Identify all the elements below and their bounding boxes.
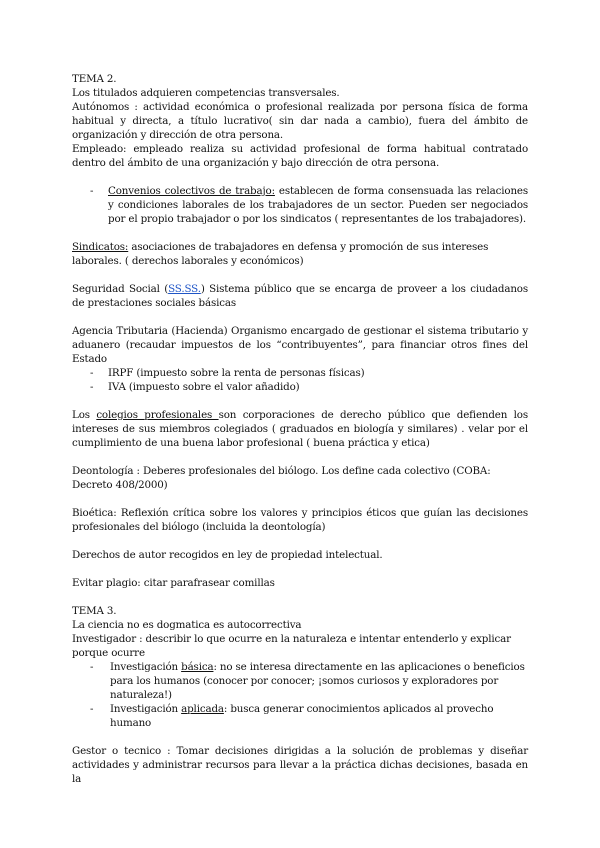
investigador-paragraph: Investigador : describir lo que ocurre en la naturaleza e intentar entenderlo y explicar porque ocurre [72, 633, 511, 659]
bullet-dash: - [90, 367, 94, 379]
seguridad-pre: Seguridad Social ( [72, 283, 169, 295]
bullet-dash: - [90, 381, 94, 393]
colegios-term: colegios profesionales [96, 409, 219, 421]
investigacion-list [72, 660, 528, 730]
document-page [72, 72, 528, 786]
ciencia-paragraph: La ciencia no es dogmatica es autocorrectiva [72, 619, 302, 631]
bullet-dash: - [90, 185, 94, 197]
bullet-dash: - [90, 661, 94, 673]
colegios-paragraph [72, 408, 528, 450]
impuestos-list [72, 366, 528, 394]
empleado-paragraph: Empleado: empleado realiza su actividad profesional de forma habitual contratado dentro del ámbito de una organización y bajo dirección de otra persona. [72, 143, 528, 169]
bioetica-paragraph: Bioética: Reflexión crítica sobre los valores y principios éticos que guían las decisiones profesionales del biólogo (incluida la deontología) [72, 507, 528, 533]
impuesto-iva: IVA (impuesto sobre el valor añadido) [108, 381, 300, 393]
colegios-pre: Los [72, 409, 97, 421]
tema2-heading: TEMA 2. [72, 73, 117, 85]
seguridad-social-paragraph [72, 282, 528, 310]
agencia-paragraph: Agencia Tributaria (Hacienda) Organismo encargado de gestionar el sistema tributario y aduanero (recaudar impuestos de los “contribuyentes”, para financiar otros fines del Estado [72, 325, 528, 365]
convenios-list [72, 184, 528, 226]
tema3-heading: TEMA 3. [72, 605, 117, 617]
ss-link[interactable]: SS.SS. [168, 283, 201, 295]
list-item [72, 380, 528, 394]
list-item [72, 660, 528, 702]
autonomos-paragraph: Autónomos : actividad económica o profesional realizada por persona física de forma habitual y directa, a título lucrativo( sin dar nada a cambio), fuera del ámbito de organización y dirección de otra persona. [72, 101, 528, 141]
derechos-paragraph: Derechos de autor recogidos en ley de propiedad intelectual. [72, 549, 383, 561]
basica-term: básica [181, 661, 214, 673]
impuesto-irpf: IRPF (impuesto sobre la renta de personas físicas) [108, 367, 365, 379]
sindicatos-text: asociaciones de trabajadores en defensa y promoción de sus intereses laborales. ( derechos laborales y económicos) [72, 241, 489, 267]
aplicada-post: : busca generar conocimientos aplicados al provecho humano [110, 703, 494, 729]
aplicada-pre: Investigación [110, 703, 182, 715]
list-item [72, 184, 528, 226]
sindicatos-paragraph [72, 240, 528, 268]
colegios-post: son corporaciones de derecho público que defienden los intereses de sus miembros colegiados ( graduados en biología y similares) . velar por el cumplimiento de una buena labor profesional ( buena práctica y etica) [72, 409, 528, 449]
plagio-paragraph: Evitar plagio: citar parafrasear comillas [72, 577, 275, 589]
basica-post: : no se interesa directamente en las aplicaciones o beneficios para los humanos (conocer por conocer; ¡somos curiosos y exploradores por naturaleza!) [110, 661, 525, 701]
sindicatos-term: Sindicatos: [72, 241, 129, 253]
list-item [72, 366, 528, 380]
titulados-paragraph: Los titulados adquieren competencias transversales. [72, 87, 340, 99]
convenios-text: establecen de forma consensuada las relaciones y condiciones laborales de los trabajadores de un sector. Pueden ser negociados por el propio trabajador o por los sindicatos ( representantes de los trabajadores). [108, 185, 529, 225]
aplicada-term: aplicada [181, 703, 224, 715]
seguridad-post: ) Sistema público que se encarga de proveer a los ciudadanos de prestaciones sociales básicas [72, 283, 528, 309]
list-item [72, 702, 528, 730]
deontologia-paragraph: Deontología : Deberes profesionales del biólogo. Los define cada colectivo (COBA: Decreto 408/2000) [72, 465, 491, 491]
convenios-term: Convenios colectivos de trabajo: [108, 185, 275, 197]
gestor-paragraph: Gestor o tecnico : Tomar decisiones dirigidas a la solución de problemas y diseñar actividades y administrar recursos para llevar a la práctica dichas decisiones, basada en la [72, 745, 528, 785]
basica-pre: Investigación [110, 661, 182, 673]
bullet-dash: - [90, 703, 94, 715]
